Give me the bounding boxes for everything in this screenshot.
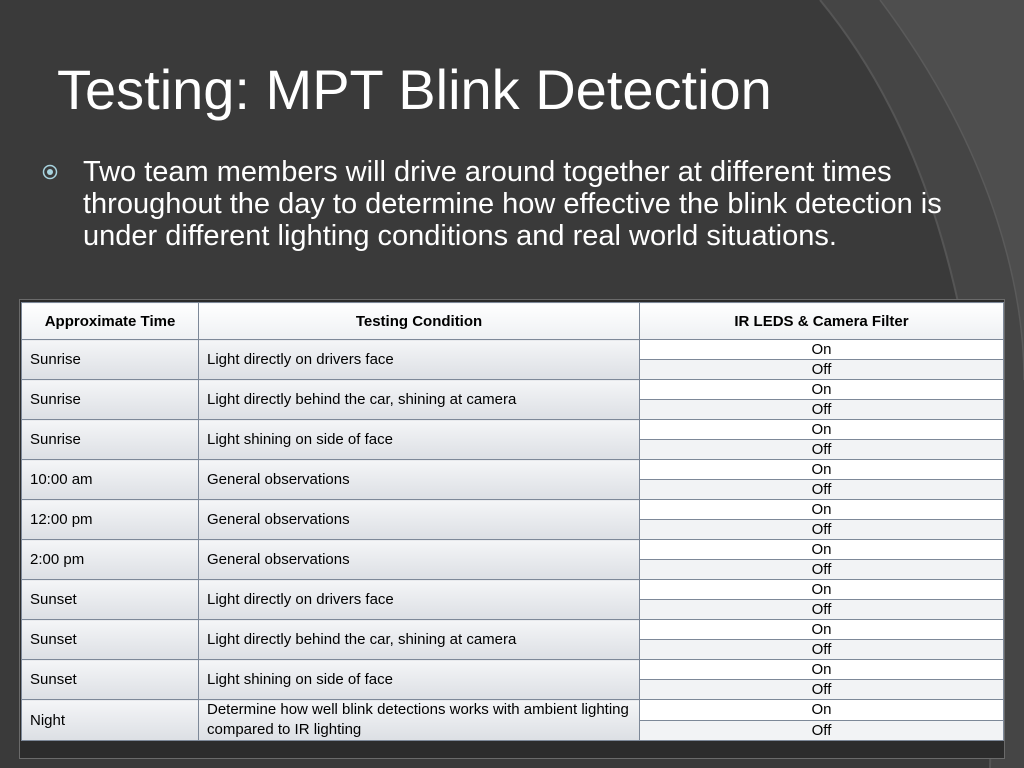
cell-ir-state-off: Off <box>640 640 1004 660</box>
cell-approximate-time: 12:00 pm <box>22 500 199 540</box>
cell-approximate-time: Night <box>22 700 199 741</box>
table-row <box>22 540 1004 560</box>
test-plan-table <box>21 302 1004 741</box>
cell-testing-condition: Light directly behind the car, shining at camera <box>199 380 640 420</box>
cell-ir-state-off: Off <box>640 440 1004 460</box>
cell-ir-state-on: On <box>640 380 1004 400</box>
circle-target-icon <box>42 164 58 180</box>
bullet-text: Two team members will drive around together at different times throughout the day to determine how effective the blink detection is under different lighting conditions and real world situations. <box>83 156 942 252</box>
cell-testing-condition: Light shining on side of face <box>199 660 640 700</box>
cell-ir-state-off: Off <box>640 480 1004 500</box>
table-row <box>22 460 1004 480</box>
cell-testing-condition: General observations <box>199 540 640 580</box>
cell-testing-condition: Light shining on side of face <box>199 420 640 460</box>
bullet-item <box>40 156 970 252</box>
cell-ir-state-on: On <box>640 700 1004 721</box>
cell-ir-state-off: Off <box>640 520 1004 540</box>
table-header-row <box>22 303 1004 340</box>
cell-ir-state-off: Off <box>640 600 1004 620</box>
header-approximate-time: Approximate Time <box>22 303 199 340</box>
cell-testing-condition: Light directly on drivers face <box>199 580 640 620</box>
cell-approximate-time: Sunrise <box>22 380 199 420</box>
cell-ir-state-on: On <box>640 420 1004 440</box>
cell-ir-state-off: Off <box>640 360 1004 380</box>
header-testing-condition: Testing Condition <box>199 303 640 340</box>
table-row <box>22 620 1004 640</box>
cell-ir-state-on: On <box>640 660 1004 680</box>
cell-approximate-time: Sunset <box>22 660 199 700</box>
cell-ir-state-on: On <box>640 500 1004 520</box>
cell-ir-state-off: Off <box>640 680 1004 700</box>
cell-testing-condition: Light directly on drivers face <box>199 340 640 380</box>
cell-ir-state-off: Off <box>640 400 1004 420</box>
slide-title: Testing: MPT Blink Detection <box>57 58 772 121</box>
table-row <box>22 500 1004 520</box>
cell-approximate-time: Sunset <box>22 620 199 660</box>
cell-ir-state-on: On <box>640 580 1004 600</box>
cell-approximate-time: Sunrise <box>22 420 199 460</box>
cell-approximate-time: 2:00 pm <box>22 540 199 580</box>
table-row <box>22 380 1004 400</box>
cell-ir-state-off: Off <box>640 720 1004 741</box>
cell-testing-condition: General observations <box>199 500 640 540</box>
cell-ir-state-on: On <box>640 620 1004 640</box>
cell-ir-state-off: Off <box>640 560 1004 580</box>
header-ir-leds-camera-filter: IR LEDS & Camera Filter <box>640 303 1004 340</box>
cell-ir-state-on: On <box>640 540 1004 560</box>
cell-ir-state-on: On <box>640 460 1004 480</box>
table-row <box>22 580 1004 600</box>
cell-approximate-time: 10:00 am <box>22 460 199 500</box>
table-row <box>22 700 1004 721</box>
cell-testing-condition: General observations <box>199 460 640 500</box>
cell-testing-condition: Light directly behind the car, shining at camera <box>199 620 640 660</box>
table-row <box>22 420 1004 440</box>
cell-approximate-time: Sunset <box>22 580 199 620</box>
table-row <box>22 660 1004 680</box>
cell-testing-condition: Determine how well blink detections works with ambient lighting compared to IR lighting <box>199 700 640 741</box>
table-row <box>22 340 1004 360</box>
cell-approximate-time: Sunrise <box>22 340 199 380</box>
cell-ir-state-on: On <box>640 340 1004 360</box>
